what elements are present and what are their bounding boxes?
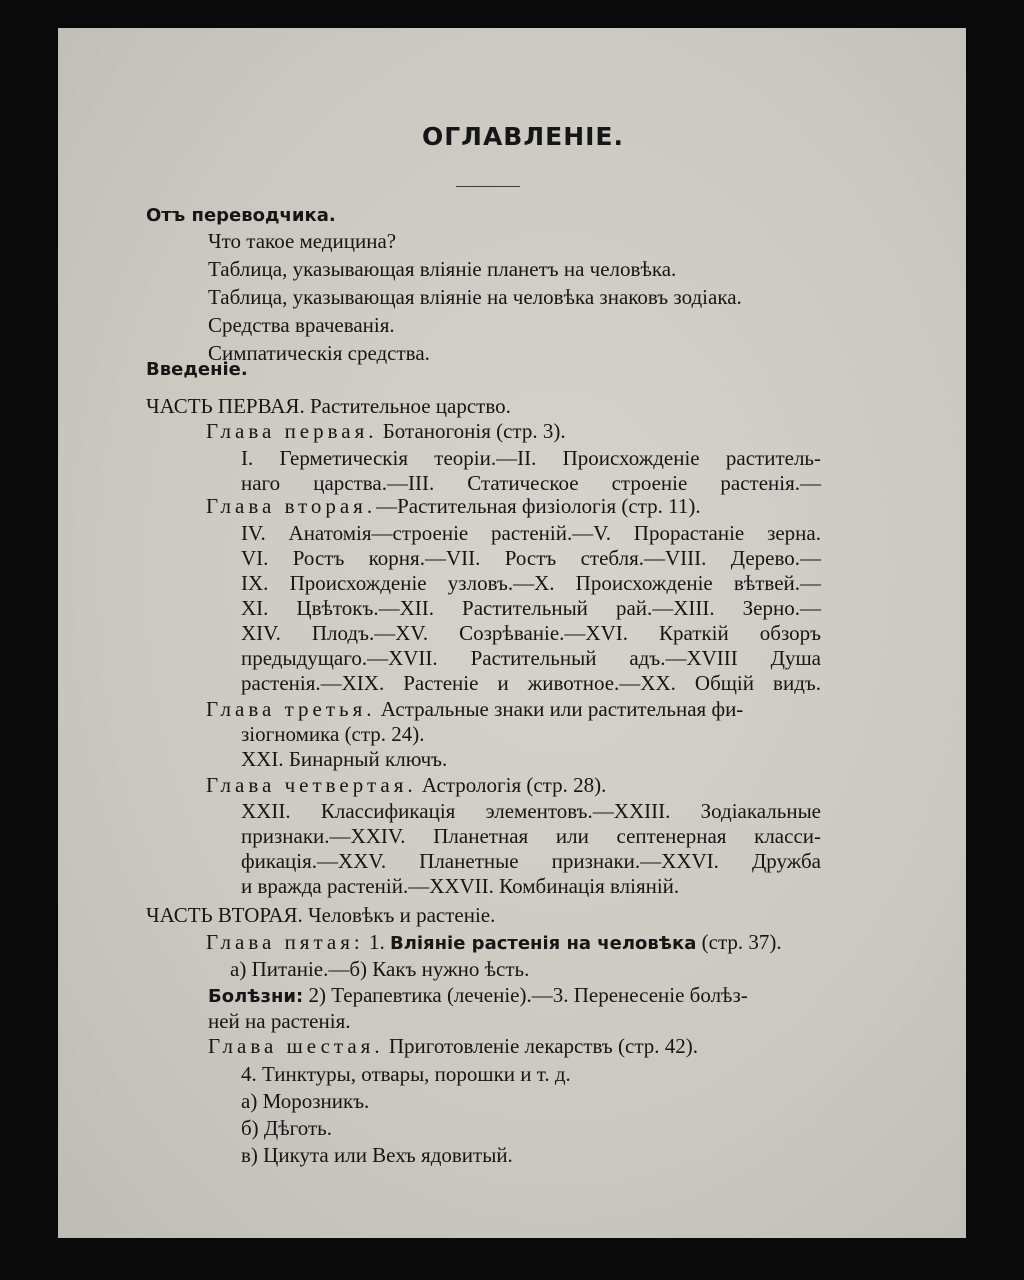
illness-text: 2) Терапевтика (леченіе).—3. Перенесеніе болѣз-	[303, 983, 748, 1007]
chapter4-content: фикація.—XXV. Планетные признаки.—XXVI. Дружба	[241, 849, 821, 873]
part2-heading: ЧАСТЬ ВТОРАЯ. Человѣкъ и растеніе.	[146, 903, 496, 927]
chapter5-label: Глава пятая:	[206, 930, 364, 954]
chapter5-bold-title: Вліяніе растенія на человѣка	[389, 933, 697, 954]
chapter2-label: Глава вторая.	[206, 494, 377, 518]
chapter2-content: растенія.—XIX. Растеніе и животное.—XX. Общій видъ.	[241, 671, 821, 695]
chapter2-content: IX. Происхожденіе узловъ.—X. Происхожденіе вѣтвей.—	[241, 571, 821, 595]
chapter5-title	[206, 930, 782, 956]
chapter2-content: XI. Цвѣтокъ.—XII. Растительный рай.—XIII. Зерно.—	[241, 596, 821, 620]
preface-heading: Отъ переводчика.	[146, 205, 336, 226]
chapter1-content: наго царства.—III. Статическое строеніе растенія.—	[241, 471, 821, 495]
chapter6-title	[208, 1034, 698, 1058]
preface-item: Таблица, указывающая вліяніе планетъ на человѣка.	[208, 257, 677, 281]
chapter1-title	[206, 419, 566, 443]
chapter6-content: в) Цикута или Вехъ ядовитый.	[241, 1143, 513, 1167]
chapter3-content: XXI. Бинарный ключъ.	[241, 747, 448, 771]
chapter5-content: а) Питаніе.—б) Какъ нужно ѣсть.	[230, 957, 530, 981]
chapter3-title	[206, 697, 743, 721]
chapter1-content: I. Герметическія теоріи.—II. Происхожденіе раститель-	[241, 446, 821, 470]
chapter2-text: —Растительная физіологія (стр. 11).	[376, 494, 701, 518]
chapter5-content: ней на растенія.	[208, 1009, 351, 1033]
chapter5-page: (стр. 37).	[696, 930, 782, 954]
chapter2-content: предыдущаго.—XVII. Растительный адъ.—XVIII Душа	[241, 646, 821, 670]
chapter4-text: Астрологія (стр. 28).	[416, 773, 607, 797]
chapter2-content: XIV. Плодъ.—XV. Созрѣваніе.—XVI. Краткій обзоръ	[241, 621, 821, 645]
chapter3-content: зіогномика (стр. 24).	[241, 722, 425, 746]
chapter5-illness-line	[208, 983, 822, 1009]
chapter4-content: и вражда растеній.—XXVII. Комбинація вліяній.	[241, 874, 680, 898]
preface-item: Что такое медицина?	[208, 229, 397, 253]
chapter6-text: Приготовленіе лекарствъ (стр. 42).	[383, 1034, 699, 1058]
title-divider	[456, 186, 520, 187]
chapter1-text: Ботаногонія (стр. 3).	[377, 419, 566, 443]
part1-heading: ЧАСТЬ ПЕРВАЯ. Растительное царство.	[146, 394, 511, 418]
preface-item: Симпатическія средства.	[208, 341, 430, 365]
chapter2-title	[206, 494, 701, 518]
illness-label: Болѣзни:	[208, 986, 304, 1007]
page-title: ОГЛАВЛЕНІЕ.	[422, 122, 624, 151]
chapter1-label: Глава первая.	[206, 419, 378, 443]
chapter4-content: XXII. Классификація элементовъ.—XXIII. Зодіакальные	[241, 799, 821, 823]
chapter4-label: Глава четвертая.	[206, 773, 417, 797]
intro-heading: Введеніе.	[146, 359, 248, 380]
preface-item: Таблица, указывающая вліяніе на человѣка знаковъ зодіака.	[208, 285, 742, 309]
chapter4-content: признаки.—XXIV. Планетная или септенерная класси-	[241, 824, 821, 848]
chapter4-title	[206, 773, 606, 797]
book-page	[58, 28, 966, 1238]
chapter2-content: VI. Ростъ корня.—VII. Ростъ стебля.—VIII. Дерево.—	[241, 546, 821, 570]
chapter6-content: б) Дѣготь.	[241, 1116, 332, 1140]
chapter5-text: 1.	[363, 930, 390, 954]
chapter6-content: 4. Тинктуры, отвары, порошки и т. д.	[241, 1062, 571, 1086]
preface-item: Средства врачеванія.	[208, 313, 395, 337]
chapter3-label: Глава третья.	[206, 697, 376, 721]
chapter6-label: Глава шестая.	[208, 1034, 384, 1058]
chapter2-content: IV. Анатомія—строеніе растеній.—V. Прорастаніе зерна.	[241, 521, 821, 545]
chapter6-content: а) Морозникъ.	[241, 1089, 370, 1113]
chapter3-text: Астральные знаки или растительная фи-	[375, 697, 744, 721]
